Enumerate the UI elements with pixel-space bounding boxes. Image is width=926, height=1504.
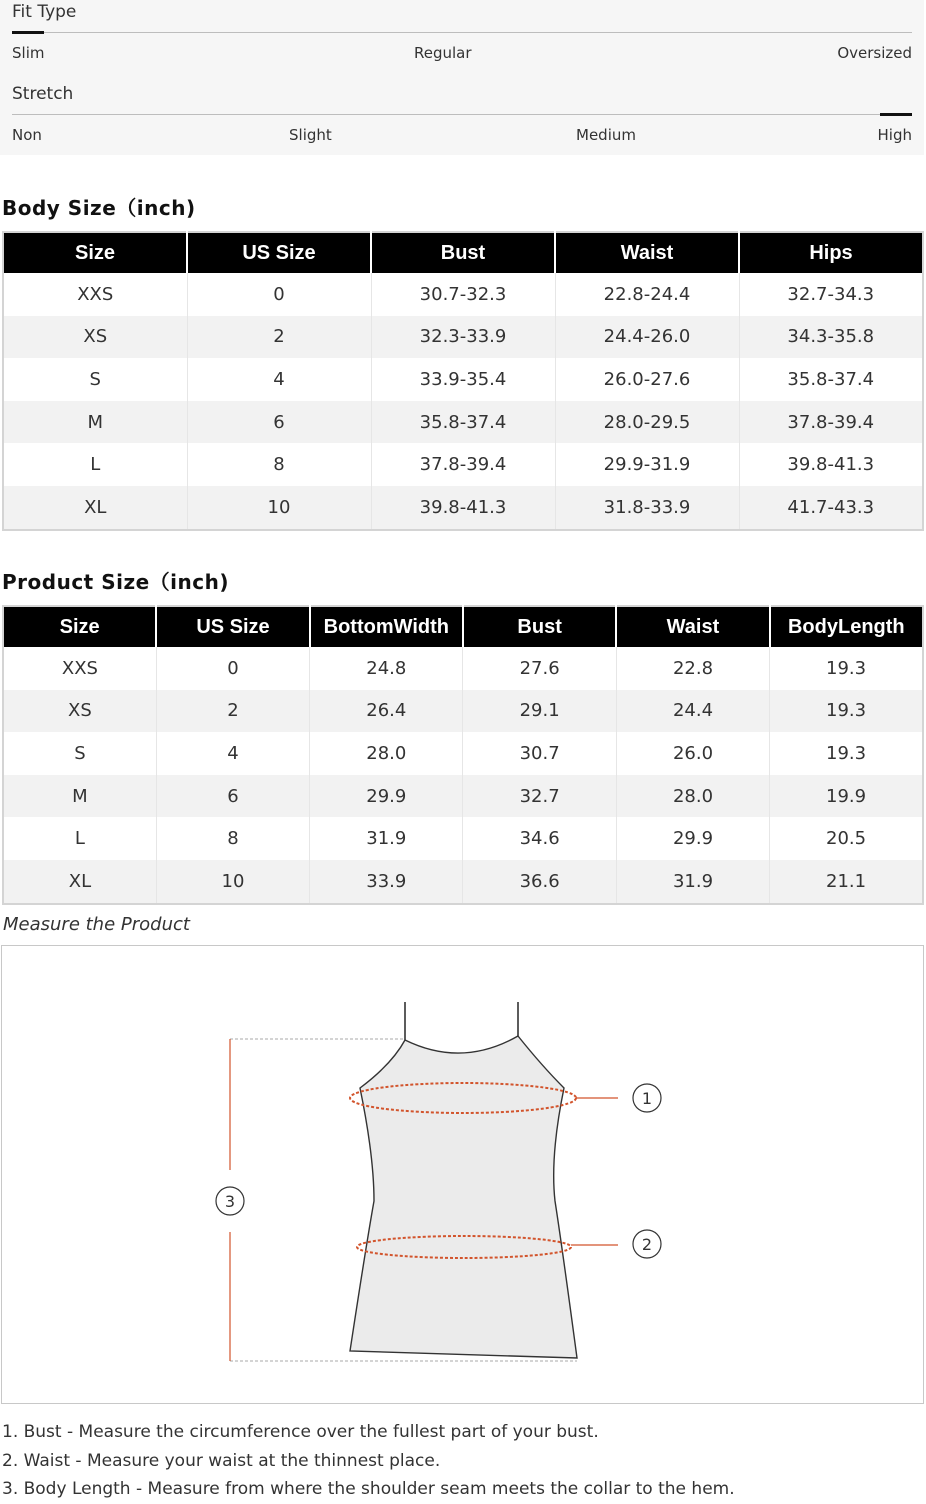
table-cell: 8 bbox=[156, 817, 309, 860]
table-cell: 31.9 bbox=[616, 860, 769, 904]
marker-2 bbox=[633, 1230, 661, 1258]
svg-text:3: 3 bbox=[224, 1192, 236, 1211]
camisole-garment bbox=[350, 1036, 577, 1358]
note-bust: 1. Bust - Measure the circumference over the fullest part of your bust. bbox=[2, 1422, 599, 1442]
table-cell: 32.3-33.9 bbox=[371, 316, 555, 359]
table-cell: 4 bbox=[187, 358, 371, 401]
table-row bbox=[3, 860, 923, 904]
table-cell: 30.7-32.3 bbox=[371, 273, 555, 316]
table-row bbox=[3, 401, 923, 444]
column-header: Size bbox=[3, 232, 187, 273]
table-cell: XS bbox=[3, 316, 187, 359]
table-cell: 2 bbox=[187, 316, 371, 359]
table-cell: 37.8-39.4 bbox=[371, 443, 555, 486]
table-cell: 26.0-27.6 bbox=[555, 358, 739, 401]
table-cell: 26.4 bbox=[310, 690, 463, 733]
stretch-selected-marker bbox=[880, 113, 912, 116]
table-cell: 22.8 bbox=[616, 647, 769, 690]
table-cell: 20.5 bbox=[826, 828, 867, 850]
body-size-title: Body Size（inch) bbox=[2, 196, 196, 220]
table-cell: 32.7 bbox=[463, 775, 616, 818]
table-cell: 28.0-29.5 bbox=[555, 401, 739, 444]
product-size-table bbox=[2, 605, 924, 905]
table-cell: 10 bbox=[187, 486, 371, 530]
body-size-table bbox=[2, 231, 924, 531]
table-cell: 28.0 bbox=[310, 732, 463, 775]
table-cell: 37.8-39.4 bbox=[739, 401, 923, 444]
column-header: Waist bbox=[616, 606, 769, 647]
table-cell: XL bbox=[3, 486, 187, 530]
table-row bbox=[3, 690, 923, 733]
measure-diagram-box bbox=[1, 945, 924, 1404]
table-cell: 39.8-41.3 bbox=[371, 486, 555, 530]
table-header-row bbox=[3, 606, 923, 647]
table-row bbox=[3, 817, 923, 860]
column-header: BodyLength bbox=[770, 606, 923, 647]
table-row bbox=[3, 732, 923, 775]
fit-type-title: Fit Type bbox=[12, 2, 77, 22]
table-cell: 29.9 bbox=[310, 775, 463, 818]
marker-3 bbox=[216, 1187, 244, 1215]
column-header: Hips bbox=[739, 232, 923, 273]
column-header: Bust bbox=[463, 606, 616, 647]
table-cell: XS bbox=[3, 690, 156, 733]
column-header: US Size bbox=[156, 606, 309, 647]
table-cell: 26.0 bbox=[616, 732, 769, 775]
table-cell: XL bbox=[3, 860, 156, 904]
table-cell: 36.6 bbox=[463, 860, 616, 904]
fit-type-selected-marker bbox=[12, 31, 44, 34]
table-cell: 33.9-35.4 bbox=[371, 358, 555, 401]
note-body-length: 3. Body Length - Measure from where the shoulder seam meets the collar to the hem. bbox=[2, 1479, 735, 1499]
fit-stretch-panel bbox=[0, 0, 924, 155]
table-cell: 39.8-41.3 bbox=[787, 454, 875, 476]
stretch-title: Stretch bbox=[12, 84, 74, 104]
column-header: BottomWidth bbox=[310, 606, 463, 647]
table-row bbox=[3, 273, 923, 316]
table-cell: 8 bbox=[187, 443, 371, 486]
table-cell: 6 bbox=[156, 775, 309, 818]
table-cell: 0 bbox=[156, 647, 309, 690]
table-cell: S bbox=[3, 732, 156, 775]
table-cell: 28.0 bbox=[616, 775, 769, 818]
table-cell: 19.3 bbox=[826, 657, 867, 679]
fit-type-scale-line bbox=[12, 32, 912, 33]
measure-caption: Measure the Product bbox=[3, 914, 190, 935]
table-cell: 30.7 bbox=[463, 732, 616, 775]
table-cell: 2 bbox=[156, 690, 309, 733]
table-row bbox=[3, 316, 923, 359]
table-cell: 33.9 bbox=[310, 860, 463, 904]
table-header-row bbox=[3, 232, 923, 273]
table-cell: 29.9-31.9 bbox=[555, 443, 739, 486]
table-cell: S bbox=[3, 358, 187, 401]
table-cell: 29.1 bbox=[463, 690, 616, 733]
table-cell: 31.9 bbox=[310, 817, 463, 860]
table-cell: 0 bbox=[187, 273, 371, 316]
table-cell: 32.7-34.3 bbox=[787, 283, 875, 305]
table-cell: M bbox=[3, 401, 187, 444]
stretch-label-high: High bbox=[877, 126, 912, 144]
note-waist: 2. Waist - Measure your waist at the thinnest place. bbox=[2, 1450, 441, 1471]
table-cell: 35.8-37.4 bbox=[787, 368, 875, 390]
table-cell: 22.8-24.4 bbox=[555, 273, 739, 316]
column-header: Size bbox=[3, 606, 156, 647]
table-cell: 24.8 bbox=[310, 647, 463, 690]
table-row bbox=[3, 443, 923, 486]
fit-type-label-slim: Slim bbox=[12, 44, 45, 62]
table-cell: 35.8-37.4 bbox=[371, 401, 555, 444]
table-cell: 24.4 bbox=[616, 690, 769, 733]
table-cell: 24.4-26.0 bbox=[555, 316, 739, 359]
table-cell: 10 bbox=[156, 860, 309, 904]
stretch-label-non: Non bbox=[12, 126, 42, 144]
table-cell: XXS bbox=[3, 273, 187, 316]
camisole-diagram bbox=[2, 946, 923, 1403]
table-cell: L bbox=[3, 817, 156, 860]
table-cell: 19.3 bbox=[826, 742, 867, 764]
stretch-scale-line bbox=[12, 114, 912, 115]
marker-1 bbox=[633, 1084, 661, 1112]
measure-notes bbox=[2, 1418, 735, 1504]
table-cell: 6 bbox=[187, 401, 371, 444]
product-size-title: Product Size（inch) bbox=[2, 570, 229, 594]
table-cell: L bbox=[3, 443, 187, 486]
column-header: Bust bbox=[371, 232, 555, 273]
svg-text:2: 2 bbox=[641, 1235, 653, 1254]
table-cell: XXS bbox=[3, 647, 156, 690]
svg-text:1: 1 bbox=[641, 1089, 653, 1108]
table-row bbox=[3, 358, 923, 401]
table-cell: 19.3 bbox=[770, 690, 923, 733]
table-cell: 21.1 bbox=[770, 860, 923, 904]
table-cell: M bbox=[3, 775, 156, 818]
table-cell: 34.3-35.8 bbox=[739, 316, 923, 359]
column-header: Waist bbox=[555, 232, 739, 273]
table-cell: 41.7-43.3 bbox=[739, 486, 923, 530]
stretch-label-slight: Slight bbox=[289, 126, 332, 144]
column-header: US Size bbox=[187, 232, 371, 273]
table-row bbox=[3, 486, 923, 530]
stretch-label-medium: Medium bbox=[576, 126, 636, 144]
table-row bbox=[3, 647, 923, 690]
table-cell: 34.6 bbox=[463, 817, 616, 860]
fit-type-label-oversized: Oversized bbox=[837, 44, 912, 62]
table-cell: 31.8-33.9 bbox=[555, 486, 739, 530]
table-cell: 27.6 bbox=[463, 647, 616, 690]
table-row bbox=[3, 775, 923, 818]
table-cell: 29.9 bbox=[616, 817, 769, 860]
fit-type-label-regular: Regular bbox=[414, 44, 472, 62]
table-cell: 19.9 bbox=[770, 775, 923, 818]
table-cell: 4 bbox=[156, 732, 309, 775]
